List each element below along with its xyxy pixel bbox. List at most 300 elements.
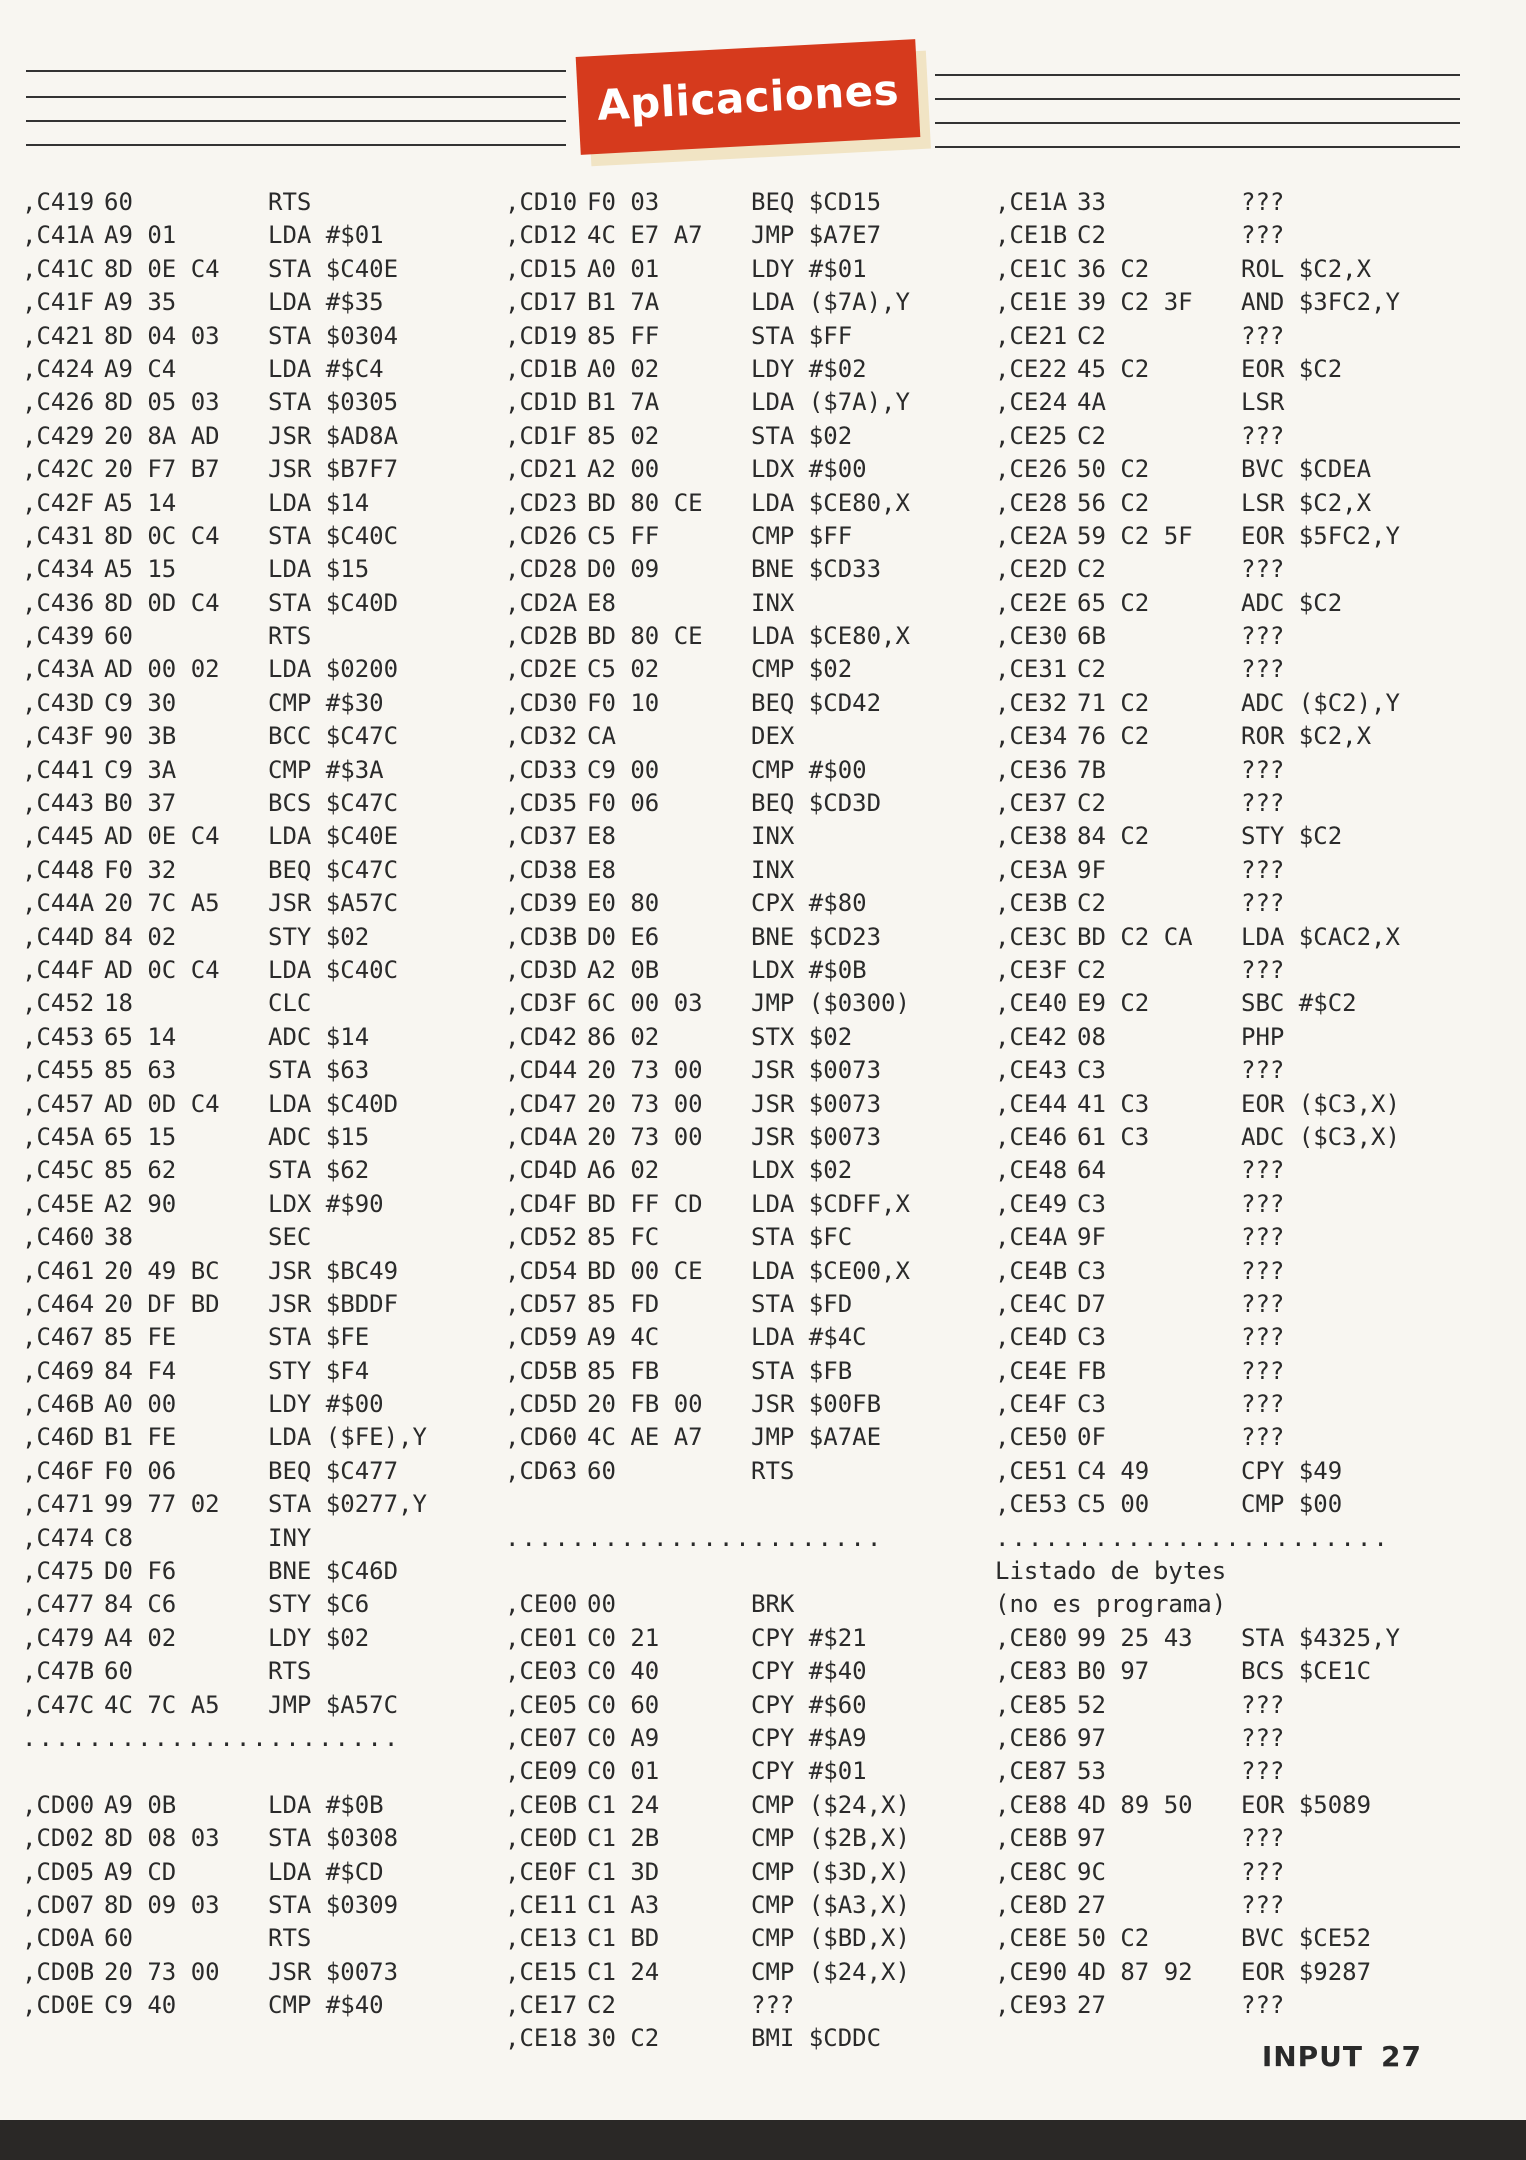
- address: ,CE43: [995, 1056, 1068, 1085]
- address: ,C453: [22, 1022, 95, 1051]
- section-badge: [576, 39, 921, 155]
- hex-bytes: 4C AE A7: [587, 1423, 703, 1452]
- instruction: RTS: [268, 188, 312, 216]
- address: ,C469: [22, 1356, 95, 1385]
- listing-line: [505, 1154, 965, 1187]
- instruction: LDA $0200: [268, 655, 399, 684]
- address: ,CE09: [505, 1757, 578, 1786]
- address: ,CE51: [995, 1456, 1068, 1485]
- listing-line: [22, 320, 462, 353]
- hex-bytes: 39 C2 3F: [1077, 288, 1193, 317]
- hex-bytes: A2 0B: [587, 955, 660, 984]
- hex-bytes: 85 63: [104, 1056, 177, 1085]
- instruction: ???: [1241, 855, 1285, 884]
- hex-bytes: 65 C2: [1077, 588, 1150, 617]
- instruction: LDA $15: [268, 555, 370, 584]
- instruction: JSR $0073: [268, 1957, 399, 1986]
- instruction: LDY #$02: [751, 354, 867, 383]
- listing-line: [22, 1188, 462, 1221]
- address: ,CD0B: [22, 1957, 95, 1986]
- address: ,CD33: [505, 755, 578, 784]
- listing-line: [505, 653, 965, 686]
- listing-line: [505, 1989, 965, 2022]
- instruction: ADC $C2: [1241, 588, 1343, 617]
- instruction: LSR: [1241, 388, 1285, 417]
- hex-bytes: 85 FE: [104, 1323, 177, 1352]
- address: ,CE2A: [995, 521, 1068, 550]
- hex-bytes: 8D 0C C4: [104, 521, 220, 550]
- hex-bytes: AD 0E C4: [104, 822, 220, 851]
- hex-bytes: 20 73 00: [587, 1089, 703, 1118]
- section-title: Aplicaciones: [595, 64, 901, 130]
- listing-line: [22, 520, 462, 553]
- address: ,C46B: [22, 1390, 95, 1419]
- hex-bytes: A9 35: [104, 288, 177, 317]
- address: ,CE34: [995, 722, 1068, 751]
- address: ,CD07: [22, 1890, 95, 1919]
- hex-bytes: C2: [1077, 889, 1106, 918]
- hex-bytes: C3: [1077, 1323, 1106, 1352]
- address: ,CE1C: [995, 254, 1068, 283]
- instruction: ADC ($C2),Y: [1241, 688, 1400, 717]
- listing-line: [995, 1856, 1465, 1889]
- listing-line: [22, 687, 462, 720]
- listing-line: [505, 1922, 965, 1955]
- hex-bytes: BD 80 CE: [587, 622, 703, 651]
- instruction: STA $FD: [751, 1289, 853, 1318]
- listing-line: [22, 386, 462, 419]
- listing-line: [22, 1622, 462, 1655]
- listing-line: [995, 921, 1465, 954]
- hex-bytes: C0 01: [587, 1757, 660, 1786]
- hex-bytes: 0F: [1077, 1423, 1106, 1452]
- hex-bytes: E0 80: [587, 889, 660, 918]
- hex-bytes: 84 F4: [104, 1356, 177, 1385]
- instruction: ???: [1241, 221, 1285, 250]
- listing-line: [505, 1689, 965, 1722]
- hex-bytes: 8D 08 03: [104, 1824, 220, 1853]
- instruction: ???: [1241, 321, 1285, 350]
- hex-bytes: C1 BD: [587, 1924, 660, 1953]
- hex-bytes: 27: [1077, 1991, 1106, 2020]
- hex-bytes: E8: [587, 822, 616, 851]
- listing-line: [995, 487, 1465, 520]
- address: ,CD15: [505, 254, 578, 283]
- hex-bytes: 71 C2: [1077, 688, 1150, 717]
- address: ,CE37: [995, 789, 1068, 818]
- address: ,CD5B: [505, 1356, 578, 1385]
- hex-bytes: 59 C2 5F: [1077, 521, 1193, 550]
- page-edge-shadow: [0, 2120, 1526, 2160]
- address: ,CE46: [995, 1122, 1068, 1151]
- instruction: LDX #$00: [751, 455, 867, 484]
- hex-bytes: C2: [1077, 955, 1106, 984]
- address: ,CD10: [505, 188, 578, 216]
- listing-line: [995, 887, 1465, 920]
- address: ,C448: [22, 855, 95, 884]
- address: ,C436: [22, 588, 95, 617]
- instruction: JMP $A7E7: [751, 221, 882, 250]
- instruction: LDA $C40C: [268, 955, 399, 984]
- address: ,CE15: [505, 1957, 578, 1986]
- listing-line: [22, 1889, 462, 1922]
- instruction: LDA #$35: [268, 288, 384, 317]
- address: ,CD52: [505, 1223, 578, 1252]
- address: ,CD39: [505, 889, 578, 918]
- listing-line: [505, 1421, 965, 1454]
- instruction: STA $63: [268, 1056, 370, 1085]
- listing-line: [22, 1922, 462, 1955]
- instruction: BCS $C47C: [268, 789, 399, 818]
- hex-bytes: 60: [104, 1657, 133, 1686]
- instruction: JSR $0073: [751, 1122, 882, 1151]
- address: ,C43A: [22, 655, 95, 684]
- listing-line: [995, 219, 1465, 252]
- hex-bytes: C2: [1077, 221, 1106, 250]
- listing-line: [995, 520, 1465, 553]
- instruction: ???: [1241, 188, 1285, 216]
- instruction: ???: [1241, 1690, 1285, 1719]
- instruction: LDA #$01: [268, 221, 384, 250]
- address: ,CE93: [995, 1991, 1068, 2020]
- hex-bytes: C2: [1077, 655, 1106, 684]
- listing-line: [995, 1421, 1465, 1454]
- address: ,C41F: [22, 288, 95, 317]
- hex-bytes: 97: [1077, 1723, 1106, 1752]
- address: ,CE18: [505, 2024, 578, 2053]
- hex-bytes: C8: [104, 1523, 133, 1552]
- instruction: BVC $CE52: [1241, 1924, 1372, 1953]
- hex-bytes: D7: [1077, 1289, 1106, 1318]
- listing-line: [22, 1956, 462, 1989]
- instruction: STY $C6: [268, 1590, 370, 1619]
- listing-line: [505, 353, 965, 386]
- address: ,CD4F: [505, 1189, 578, 1218]
- hex-bytes: D0 09: [587, 555, 660, 584]
- hex-bytes: B0 97: [1077, 1657, 1150, 1686]
- hex-bytes: AD 00 02: [104, 655, 220, 684]
- address: ,CD4A: [505, 1122, 578, 1151]
- address: ,C41A: [22, 221, 95, 250]
- address: ,C45C: [22, 1156, 95, 1185]
- address: ,C431: [22, 521, 95, 550]
- instruction: BEQ $C477: [268, 1456, 399, 1485]
- instruction: STA $FB: [751, 1356, 853, 1385]
- address: ,CE26: [995, 455, 1068, 484]
- address: ,CE31: [995, 655, 1068, 684]
- listing-line: [995, 353, 1465, 386]
- listing-column-2: [505, 186, 965, 2056]
- hex-bytes: 36 C2: [1077, 254, 1150, 283]
- instruction: LDY #$00: [268, 1390, 384, 1419]
- instruction: LDA ($FE),Y: [268, 1423, 427, 1452]
- address: ,CE83: [995, 1657, 1068, 1686]
- address: ,CE2D: [995, 555, 1068, 584]
- hex-bytes: 9F: [1077, 1223, 1106, 1252]
- hex-bytes: 20 73 00: [587, 1056, 703, 1085]
- listing-line: [995, 1956, 1465, 1989]
- hex-bytes: 20 7C A5: [104, 889, 220, 918]
- magazine-name: INPUT: [1261, 2040, 1364, 2073]
- instruction: STA $0308: [268, 1824, 399, 1853]
- listing-line: [995, 1021, 1465, 1054]
- listing-line: [995, 854, 1465, 887]
- hex-bytes: C0 60: [587, 1690, 660, 1719]
- listing-line: [22, 1655, 462, 1688]
- hex-bytes: 20 FB 00: [587, 1390, 703, 1419]
- instruction: SEC: [268, 1223, 312, 1252]
- instruction: ???: [1241, 1824, 1285, 1853]
- address: ,CE3F: [995, 955, 1068, 984]
- listing-line: [22, 1321, 462, 1354]
- instruction: LDA $14: [268, 488, 370, 517]
- hex-bytes: 60: [104, 1924, 133, 1953]
- hex-bytes: E8: [587, 588, 616, 617]
- listing-line: [22, 1088, 462, 1121]
- address: ,C429: [22, 421, 95, 450]
- hex-bytes: 30 C2: [587, 2024, 660, 2053]
- instruction: LDA $C40D: [268, 1089, 399, 1118]
- instruction: BCS $CE1C: [1241, 1657, 1372, 1686]
- hex-bytes: A9 01: [104, 221, 177, 250]
- address: ,CE53: [995, 1490, 1068, 1519]
- hex-bytes: 20 73 00: [104, 1957, 220, 1986]
- address: ,CE25: [995, 421, 1068, 450]
- address: ,CE32: [995, 688, 1068, 717]
- hex-bytes: CA: [587, 722, 616, 751]
- address: ,C445: [22, 822, 95, 851]
- hex-bytes: A0 00: [104, 1390, 177, 1419]
- hex-bytes: F0 06: [104, 1456, 177, 1485]
- address: ,CE3A: [995, 855, 1068, 884]
- listing-line: [22, 1488, 462, 1521]
- address: ,CE0D: [505, 1824, 578, 1853]
- address: ,C443: [22, 789, 95, 818]
- address: ,CE8B: [995, 1824, 1068, 1853]
- instruction: ???: [1241, 655, 1285, 684]
- address: ,CD30: [505, 688, 578, 717]
- listing-line: [22, 887, 462, 920]
- hex-bytes: 8D 05 03: [104, 388, 220, 417]
- instruction: JSR $AD8A: [268, 421, 399, 450]
- instruction: LDA $C40E: [268, 822, 399, 851]
- address: ,C421: [22, 321, 95, 350]
- instruction: JMP $A57C: [268, 1690, 399, 1719]
- address: ,CE49: [995, 1189, 1068, 1218]
- address: ,C419: [22, 188, 95, 216]
- instruction: EOR $5089: [1241, 1790, 1372, 1819]
- address: ,CD28: [505, 555, 578, 584]
- listing-line: [505, 854, 965, 887]
- instruction: ???: [1241, 1223, 1285, 1252]
- address: ,CD38: [505, 855, 578, 884]
- instruction: DEX: [751, 722, 795, 751]
- listing-line: [505, 1321, 965, 1354]
- listing-line: [995, 620, 1465, 653]
- hex-bytes: 84 C2: [1077, 822, 1150, 851]
- listing-line: [505, 386, 965, 419]
- hex-bytes: 85 62: [104, 1156, 177, 1185]
- instruction: LDA #$0B: [268, 1790, 384, 1819]
- address: ,CE88: [995, 1790, 1068, 1819]
- listing-line: [505, 921, 965, 954]
- listing-line: [505, 1355, 965, 1388]
- listing-line: [995, 320, 1465, 353]
- instruction: ???: [1241, 1757, 1285, 1786]
- hex-bytes: 85 02: [587, 421, 660, 450]
- address: ,CD12: [505, 221, 578, 250]
- listing-line: [995, 1154, 1465, 1187]
- hex-bytes: 33: [1077, 188, 1106, 216]
- instruction: BNE $CD23: [751, 922, 882, 951]
- instruction: LDX #$0B: [751, 955, 867, 984]
- instruction: JSR $BC49: [268, 1256, 399, 1285]
- hex-bytes: B1 7A: [587, 388, 660, 417]
- listing-line: [505, 186, 965, 219]
- hex-bytes: 97: [1077, 1824, 1106, 1853]
- listing-line: [22, 1856, 462, 1889]
- blank-line: [22, 1755, 462, 1788]
- address: ,CD0A: [22, 1924, 95, 1953]
- instruction: ???: [1241, 955, 1285, 984]
- header-rule: [935, 74, 1460, 76]
- address: ,C43F: [22, 722, 95, 751]
- listing-line: [505, 587, 965, 620]
- instruction: STA $0304: [268, 321, 399, 350]
- instruction: ROR $C2,X: [1241, 722, 1372, 751]
- instruction: CPY #$40: [751, 1657, 867, 1686]
- hex-bytes: 52: [1077, 1690, 1106, 1719]
- listing-line: [22, 854, 462, 887]
- hex-bytes: 64: [1077, 1156, 1106, 1185]
- listing-line: [505, 219, 965, 252]
- address: ,CE4A: [995, 1223, 1068, 1252]
- listing-line: [505, 1755, 965, 1788]
- instruction: CMP $02: [751, 655, 853, 684]
- listing-line: [505, 954, 965, 987]
- listing-line: [505, 1455, 965, 1488]
- instruction: ADC $15: [268, 1122, 370, 1151]
- instruction: INY: [268, 1523, 312, 1552]
- instruction: JSR $A57C: [268, 889, 399, 918]
- listing-line: [505, 253, 965, 286]
- instruction: RTS: [268, 622, 312, 651]
- instruction: ???: [1241, 1056, 1285, 1085]
- hex-bytes: F0 06: [587, 789, 660, 818]
- listing-line: [995, 1889, 1465, 1922]
- listing-line: [22, 587, 462, 620]
- hex-bytes: 99 77 02: [104, 1490, 220, 1519]
- hex-bytes: 61 C3: [1077, 1122, 1150, 1151]
- blank-line: [505, 1555, 965, 1588]
- hex-bytes: 90 3B: [104, 722, 177, 751]
- listing-line: [995, 987, 1465, 1020]
- listing-line: [505, 520, 965, 553]
- hex-bytes: C0 A9: [587, 1723, 660, 1752]
- instruction: LDA ($7A),Y: [751, 388, 910, 417]
- header-rule: [26, 120, 566, 122]
- address: ,C47C: [22, 1690, 95, 1719]
- instruction: INX: [751, 855, 795, 884]
- listing-line: [995, 1355, 1465, 1388]
- listing-line: [22, 653, 462, 686]
- address: ,C47B: [22, 1657, 95, 1686]
- hex-bytes: 00: [587, 1590, 616, 1619]
- listing-line: [995, 1689, 1465, 1722]
- instruction: BVC $CDEA: [1241, 455, 1372, 484]
- instruction: STA $62: [268, 1156, 370, 1185]
- address: ,C44D: [22, 922, 95, 951]
- listing-line: [22, 1689, 462, 1722]
- instruction: LDA $CE00,X: [751, 1256, 910, 1285]
- listing-line: [995, 1221, 1465, 1254]
- listing-line: [22, 1355, 462, 1388]
- instruction: LDY #$01: [751, 254, 867, 283]
- address: ,CD05: [22, 1857, 95, 1886]
- address: ,CE1A: [995, 188, 1068, 216]
- address: ,C457: [22, 1089, 95, 1118]
- listing-line: [505, 1722, 965, 1755]
- address: ,C479: [22, 1623, 95, 1652]
- hex-bytes: A9 C4: [104, 354, 177, 383]
- hex-bytes: A0 02: [587, 354, 660, 383]
- listing-line: [995, 1054, 1465, 1087]
- hex-bytes: AD 0C C4: [104, 955, 220, 984]
- listing-line: [995, 954, 1465, 987]
- address: ,C461: [22, 1256, 95, 1285]
- address: ,CE8D: [995, 1890, 1068, 1919]
- listing-line: [995, 1255, 1465, 1288]
- address: ,CD2E: [505, 655, 578, 684]
- hex-bytes: C2: [1077, 321, 1106, 350]
- instruction: CPY #$01: [751, 1757, 867, 1786]
- address: ,CE4F: [995, 1390, 1068, 1419]
- instruction: EOR ($C3,X): [1241, 1089, 1400, 1118]
- address: ,CE1E: [995, 288, 1068, 317]
- hex-bytes: A5 14: [104, 488, 177, 517]
- instruction: CMP #$00: [751, 755, 867, 784]
- hex-bytes: C1 24: [587, 1957, 660, 1986]
- address: ,CE05: [505, 1690, 578, 1719]
- address: ,CD17: [505, 288, 578, 317]
- listing-line: [505, 420, 965, 453]
- listing-line: [505, 1054, 965, 1087]
- header-rule: [935, 146, 1460, 148]
- hex-bytes: 20 73 00: [587, 1122, 703, 1151]
- listing-line: [22, 186, 462, 219]
- listing-line: [22, 253, 462, 286]
- address: ,CD57: [505, 1289, 578, 1318]
- hex-bytes: C0 21: [587, 1623, 660, 1652]
- address: ,CE0B: [505, 1790, 578, 1819]
- address: ,CE00: [505, 1590, 578, 1619]
- address: ,C41C: [22, 254, 95, 283]
- address: ,CD35: [505, 789, 578, 818]
- address: ,CE40: [995, 989, 1068, 1018]
- instruction: STA $C40C: [268, 521, 399, 550]
- listing-line: [505, 487, 965, 520]
- hex-bytes: C2: [587, 1991, 616, 2020]
- listing-line: [995, 553, 1465, 586]
- hex-bytes: 99 25 43: [1077, 1623, 1193, 1652]
- listing-column-3: [995, 186, 1465, 2022]
- listing-line: [505, 787, 965, 820]
- listing-line: [995, 1622, 1465, 1655]
- hex-bytes: 8D 0E C4: [104, 254, 220, 283]
- address: ,CE21: [995, 321, 1068, 350]
- listing-line: [22, 353, 462, 386]
- instruction: CMP #$40: [268, 1991, 384, 2020]
